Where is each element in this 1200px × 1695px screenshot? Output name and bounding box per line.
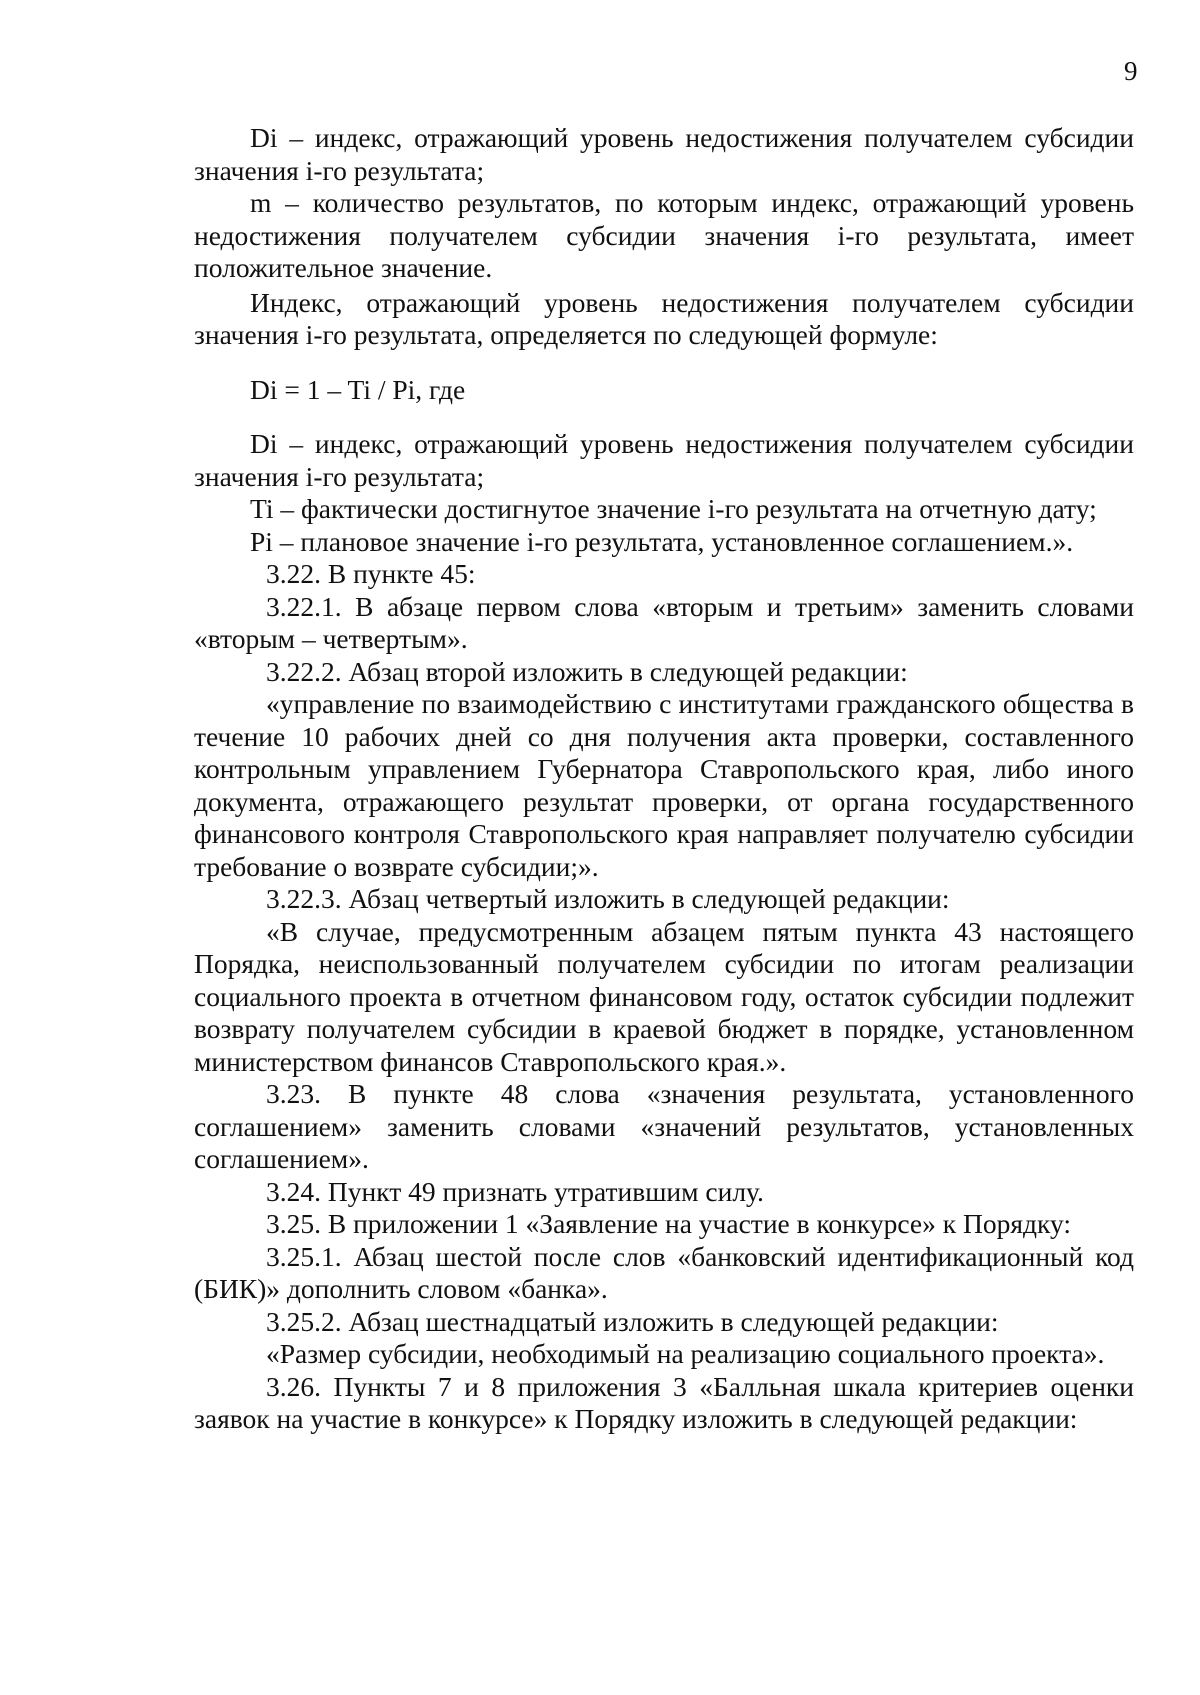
paragraph-definition-ti: Ti – фактически достигнутое значение i-го результата на отчетную дату; bbox=[250, 493, 1097, 524]
document-body bbox=[194, 122, 1134, 1436]
paragraph-3-26: 3.26. Пункты 7 и 8 приложения 3 «Балльная шкала критериев оценки заявок на участие в конкурсе» к Порядку изложить в следующей редакции: bbox=[194, 1370, 1134, 1434]
paragraph-definition-di: Di – индекс, отражающий уровень недостижения получателем субсидии значения i-го результата; bbox=[194, 122, 1134, 186]
formula: Di = 1 – Ti / Pi, где bbox=[250, 373, 466, 405]
paragraph-3-23: 3.23. В пункте 48 слова «значения результата, установленного соглашением» заменить словами «значений результатов, установленных соглашением». bbox=[194, 1078, 1134, 1174]
paragraph-definition-di-2: Di – индекс, отражающий уровень недостижения получателем субсидии значения i-го результата; bbox=[194, 428, 1134, 492]
paragraph-3-22-3: 3.22.3. Абзац четвертый изложить в следующей редакции: bbox=[266, 883, 950, 914]
paragraph-3-25: 3.25. В приложении 1 «Заявление на участие в конкурсе» к Порядку: bbox=[266, 1208, 1071, 1239]
page-number: 9 bbox=[1124, 56, 1138, 86]
paragraph-quote-management: «управление по взаимодействию с институтами гражданского общества в течение 10 рабочих дней со дня получения акта проверки, составленного контрольным управлением Губернатора Ставропольского края, либо иного документа, отражающего результат проверки, от органа государственного финансового контроля Ставропольского края направляет получателю субсидии требование о возврате субсидии;». bbox=[194, 688, 1134, 882]
paragraph-3-25-2: 3.25.2. Абзац шестнадцатый изложить в следующей редакции: bbox=[266, 1305, 999, 1337]
paragraph-index-intro: Индекс, отражающий уровень недостижения получателем субсидии значения i-го результата, определяется по следующей формуле: bbox=[194, 286, 1134, 350]
paragraph-definition-m: m – количество результатов, по которым индекс, отражающий уровень недостижения получателем субсидии значения i-го результата, имеет положительное значение. bbox=[194, 187, 1134, 283]
paragraph-3-22-1: 3.22.1. В абзаце первом слова «вторым и третьим» заменить словами «вторым – четвертым». bbox=[194, 590, 1134, 654]
paragraph-3-22-2: 3.22.2. Абзац второй изложить в следующей редакции: bbox=[266, 655, 908, 687]
paragraph-3-25-1: 3.25.1. Абзац шестой после слов «банковский идентификационный код (БИК)» дополнить словом «банка». bbox=[194, 1240, 1134, 1304]
paragraph-3-22: 3.22. В пункте 45: bbox=[266, 558, 476, 589]
paragraph-definition-pi: Pi – плановое значение i-го результата, установленное соглашением.». bbox=[250, 525, 1074, 557]
paragraph-3-24: 3.24. Пункт 49 признать утратившим силу. bbox=[266, 1175, 764, 1207]
paragraph-quote-case: «В случае, предусмотренным абзацем пятым пункта 43 настоящего Порядка, неиспользованный получателем субсидии по итогам реализации социального проекта в отчетном финансовом году, остаток субсидии подлежит возврату получателем субсидии в краевой бюджет в порядке, установленном министерством финансов Ставропольского края.». bbox=[194, 915, 1134, 1077]
paragraph-quote-subsidy-size: «Размер субсидии, необходимый на реализацию социального проекта». bbox=[266, 1338, 1105, 1369]
